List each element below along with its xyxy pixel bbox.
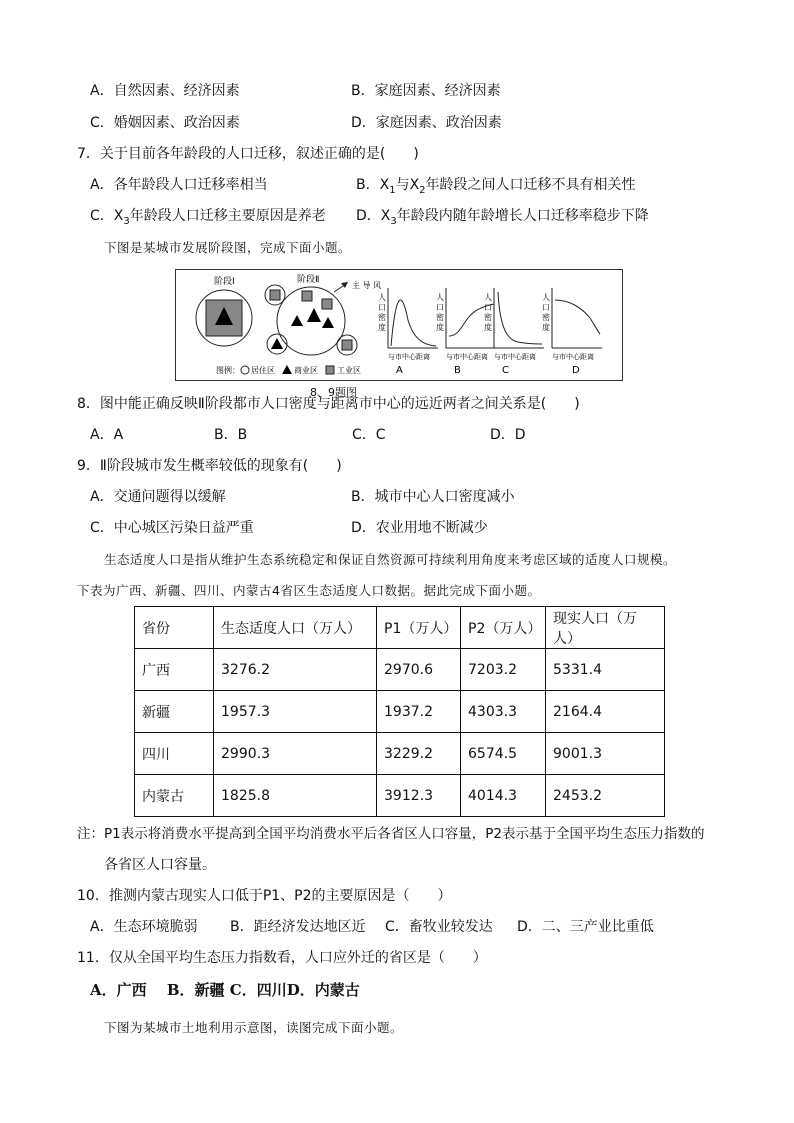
q8-option-b: B．B [214,427,248,443]
q8-option-a: A．A [90,427,124,443]
panel-a-letter: A [396,365,403,376]
table-note-line1: 注：P1表示将消费水平提高到全国平均消费水平后各省区人口容量，P2表示基于全国平均生态压力指数的 [77,826,705,842]
legend-industrial: 工业区 [337,366,361,375]
intro-eco-line2: 下表为广西、新疆、四川、内蒙古4省区生态适度人口数据。据此完成下面小题。 [77,583,541,598]
legend-industrial-symbol [326,366,334,374]
panel-d-ylabel-2: 口 [542,303,550,312]
stage2-commercial-inner-3 [322,317,334,328]
q10-option-b: B．距经济发达地区近 [230,919,366,935]
stage2-industrial-inner-1 [302,291,312,301]
table-cell: 3276.2 [214,649,377,691]
panel-b-ylabel-4: 度 [436,323,444,332]
panel-c-curve [498,292,542,344]
q7-option-d: D．$X_3$年龄段内随年龄增长人口迁移率稳步下降 [356,208,649,227]
panel-a [378,288,438,376]
table-cell: 1825.8 [214,775,377,817]
panel-b-ylabel-3: 密 [436,313,444,322]
stage2-industrial-br [342,340,352,350]
population-table [134,606,665,817]
q11-stem: 11．仅从全国平均生态压力指数看，人口应外迁的省区是（ ） [77,950,487,966]
panel-c-ylabel-2: 口 [484,303,492,312]
table-header: 现实人口（万人） [546,607,665,649]
stage2-commercial-inner-2 [291,315,303,326]
q6-option-a: A．自然因素、经济因素 [90,83,240,99]
table-header: 省份 [135,607,214,649]
table-cell: 2164.4 [546,691,665,733]
panel-b-ylabel-1: 人 [436,293,444,302]
q7-option-b: B．$X_1$与$X_2$年龄段之间人口迁移不具有相关性 [356,177,636,196]
q9-option-c: C．中心城区污染日益严重 [90,520,254,536]
panel-a-ylabel-2: 口 [378,303,386,312]
panel-c-letter: C [502,365,509,376]
panel-d [542,288,602,376]
table-cell: 2990.3 [214,733,377,775]
q6-option-d: D．家庭因素、政治因素 [351,115,502,131]
table-cell: 7203.2 [461,649,546,691]
table-row [135,649,665,691]
q8-stem: 8．图中能正确反映Ⅱ阶段都市人口密度与距离市中心的远近两者之间关系是( ) [77,396,580,412]
q9-option-d: D．农业用地不断减少 [351,520,488,536]
q8-option-d: D．D [490,427,526,443]
stage2-commercial-bl [271,338,283,349]
legend-commercial-symbol [282,365,292,374]
panel-c-ylabel-1: 人 [484,293,492,302]
legend-prefix: 图例： [216,366,240,375]
panel-a-xlabel: 与市中心距离 [388,353,430,361]
panel-c [484,288,544,376]
stage2-label: 阶段Ⅱ [297,275,320,285]
table-cell: 6574.5 [461,733,546,775]
table-header-row [135,607,665,649]
panel-a-ylabel-1: 人 [378,293,386,302]
table-row [135,775,665,817]
table-cell: 3912.3 [377,775,461,817]
panel-b-ylabel-2: 口 [436,303,444,312]
table-cell: 四川 [135,733,214,775]
table-cell: 4014.3 [461,775,546,817]
table-cell: 1937.2 [377,691,461,733]
panel-a-ylabel-4: 度 [378,323,386,332]
intro-city-figure: 下图是某城市发展阶段图，完成下面小题。 [104,240,352,255]
q10-option-a: A．生态环境脆弱 [90,919,198,935]
panel-b-letter: B [454,365,461,376]
table-cell: 3229.2 [377,733,461,775]
table-cell: 9001.3 [546,733,665,775]
q11-options: A．广西 B．新疆 C．四川D．内蒙古 [90,981,360,999]
figure-caption: 8、9题图 [310,386,357,399]
panel-d-curve [555,300,600,334]
panel-c-xlabel: 与市中心距离 [494,353,536,361]
city-development-figure [175,269,623,381]
intro-land-use: 下图为某城市土地利用示意图，读图完成下面小题。 [104,1020,404,1035]
panel-a-ylabel-3: 密 [378,313,386,322]
q8-option-c: C．C [352,427,386,443]
table-header: P1（万人） [377,607,461,649]
table-cell: 2970.6 [377,649,461,691]
q7-option-c: C．$X_3$年龄段人口迁移主要原因是养老 [90,208,326,227]
panel-d-ylabel-3: 密 [542,313,550,322]
table-cell: 4303.3 [461,691,546,733]
q6-option-b: B．家庭因素、经济因素 [351,83,501,99]
panel-b-xlabel: 与市中心距离 [446,353,488,361]
q10-option-d: D．二、三产业比重低 [517,919,654,935]
panel-d-xlabel: 与市中心距离 [552,353,594,361]
table-cell: 5331.4 [546,649,665,691]
q10-stem: 10．推测内蒙古现实人口低于P1、P2的主要原因是（ ） [77,888,452,904]
stage2-commercial-inner-1 [307,308,321,322]
table-row [135,733,665,775]
intro-eco-line1: 生态适度人口是指从维护生态系统稳定和保证自然资源可持续利用角度来考虑区域的适度人口规模。 [104,552,677,567]
table-row [135,691,665,733]
table-cell: 内蒙古 [135,775,214,817]
legend-commercial: 商业区 [294,366,318,375]
q9-option-b: B．城市中心人口密度减小 [351,489,515,505]
q6-option-c: C．婚姻因素、政治因素 [90,115,240,131]
table-cell: 2453.2 [546,775,665,817]
table-cell: 广西 [135,649,214,691]
panel-d-ylabel-1: 人 [542,293,550,302]
table-cell: 新疆 [135,691,214,733]
q7-stem: 7．关于目前各年龄段的人口迁移，叙述正确的是( ) [77,146,419,162]
panel-a-curve [391,300,436,346]
q7-option-a: A．各年龄段人口迁移率相当 [90,177,268,193]
panel-c-ylabel-4: 度 [484,323,492,332]
wind-label: 主 导 风 [352,281,382,290]
panel-d-ylabel-4: 度 [542,323,550,332]
table-note-line2: 各省区人口容量。 [104,857,216,873]
panel-d-letter: D [572,365,580,376]
panel-c-ylabel-3: 密 [484,313,492,322]
stage1-label: 阶段Ⅰ [214,277,235,287]
table-header: 生态适度人口（万人） [214,607,377,649]
stage2-industrial-inner-2 [322,299,332,309]
q9-stem: 9．Ⅱ阶段城市发生概率较低的现象有( ) [77,458,342,474]
legend-residential: 居住区 [251,366,275,375]
q10-option-c: C．畜牧业较发达 [385,919,493,935]
legend-residential-symbol [241,366,249,374]
table-header: P2（万人） [461,607,546,649]
table-cell: 1957.3 [214,691,377,733]
stage2-industrial-tl [270,290,280,300]
q9-option-a: A．交通问题得以缓解 [90,489,226,505]
